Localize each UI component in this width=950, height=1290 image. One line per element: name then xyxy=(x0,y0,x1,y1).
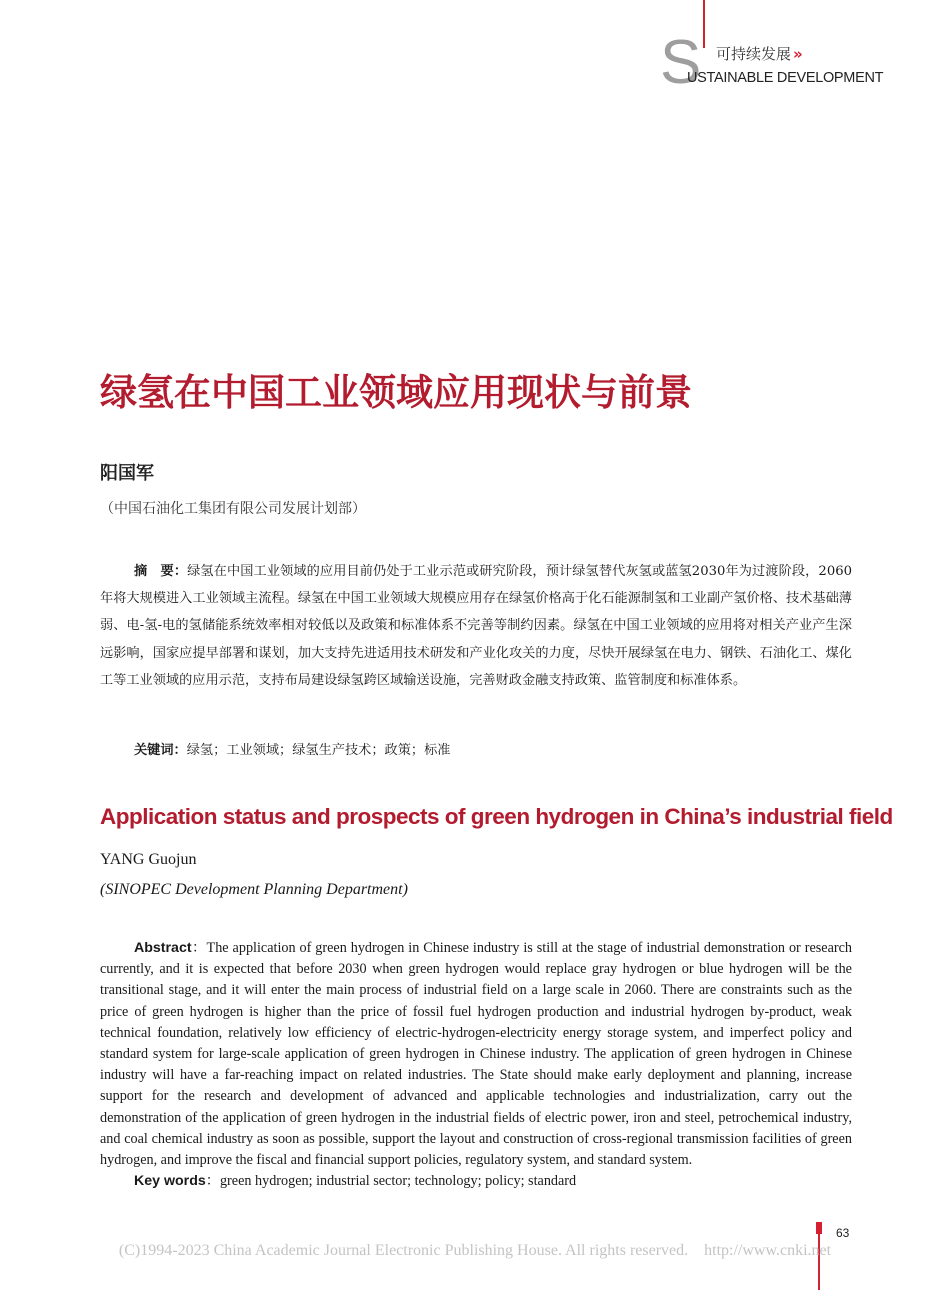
header-vertical-rule xyxy=(703,0,705,48)
abstract-en-separator: ： xyxy=(191,940,207,956)
author-affiliation-cn: （中国石油化工集团有限公司发展计划部） xyxy=(100,501,366,517)
author-affiliation-en: (SINOPEC Development Planning Department) xyxy=(100,881,408,898)
keywords-en-label: Key words xyxy=(134,1173,206,1189)
abstract-en-text: The application of green hydrogen in Chinese industry is still at the stage of industrial demonstration or research currently, and it is expected that before 2030 when green hydrogen would replace gray hydrogen or blue hydrogen will be the transitional stage, and it will enter the main process of industrial field on a large scale in 2060. There are constraints such as the price of green hydrogen is higher than the price of fossil fuel hydrogen production and industrial hydrogen by-product, weak technical foundation, relatively low efficiency of electric-hydrogen-electricity energy storage system, and imperfect policy and standard system for large-scale application of green hydrogen in Chinese industry. The application of green hydrogen in Chinese industry will have a far-reaching impact on related industries. The State should make early deployment and planning, increase support for the research and development of advanced and applicable technologies and industrialization, carry out the demonstration of the application of green hydrogen in the industrial fields of electric power, iron and steel, petrochemical industry, and coal chemical industry as soon as possible, support the layout and construction of cross-regional transmission facilities of green hydrogen, and improve the fiscal and financial support policies, regulatory system, and standard system. xyxy=(100,940,852,1169)
author-name-en: YANG Guojun xyxy=(100,851,197,868)
keywords-cn-text: 绿氢；工业领域；绿氢生产技术；政策；标准 xyxy=(186,743,451,758)
copyright-notice: (C)1994-2023 China Academic Journal Electronic Publishing House. All rights reserved. http://www.cnki.net xyxy=(118,1242,832,1259)
abstract-cn-text: 绿氢在中国工业领域的应用目前仍处于工业示范或研究阶段，预计绿氢替代灰氢或蓝氢2030年为过渡阶段，2060年将大规模进入工业领域主流程。绿氢在中国工业领域大规模应用存在绿氢价格高于化石能源制氢和工业副产氢价格、技术基础薄弱、电-氢-电的氢储能系统效率相对较低以及政策和标准体系不完善等制约因素。绿氢在中国工业领域的应用将对相关产业产生深远影响，国家应提早部署和谋划，加大支持先进适用技术研发和产业化攻关的力度，尽快开展绿氢在电力、钢铁、石油化工、煤化工等工业领域的应用示范，支持布局建设绿氢跨区域输送设施，完善财政金融支持政策、监管制度和标准体系。 xyxy=(100,564,852,688)
section-initial-letter: S xyxy=(660,28,702,97)
keywords-en-text: green hydrogen; industrial sector; technology; policy; standard xyxy=(219,1173,577,1189)
abstract-cn xyxy=(100,558,852,694)
article-title-cn: 绿氢在中国工业领域应用现状与前景 xyxy=(100,371,692,414)
keywords-en-separator: ： xyxy=(205,1173,220,1189)
footer-rule-marker xyxy=(816,1222,822,1234)
section-name-en: USTAINABLE DEVELOPMENT xyxy=(687,70,884,86)
author-name-cn: 阳国军 xyxy=(100,463,154,484)
keywords-en xyxy=(134,1170,576,1192)
abstract-en-label: Abstract xyxy=(134,940,192,956)
keywords-cn xyxy=(134,739,451,763)
keywords-cn-label: 关键词： xyxy=(134,743,187,758)
section-name-cn-text: 可持续发展 xyxy=(716,45,792,63)
section-name-cn xyxy=(716,45,803,63)
article-title-en: Application status and prospects of green hydrogen in China’s industrial field xyxy=(100,804,893,829)
page-number: 63 xyxy=(836,1226,850,1240)
abstract-cn-label: 摘 要： xyxy=(134,564,188,579)
abstract-en xyxy=(100,938,852,1171)
chevron-right-icon: » xyxy=(793,45,803,63)
